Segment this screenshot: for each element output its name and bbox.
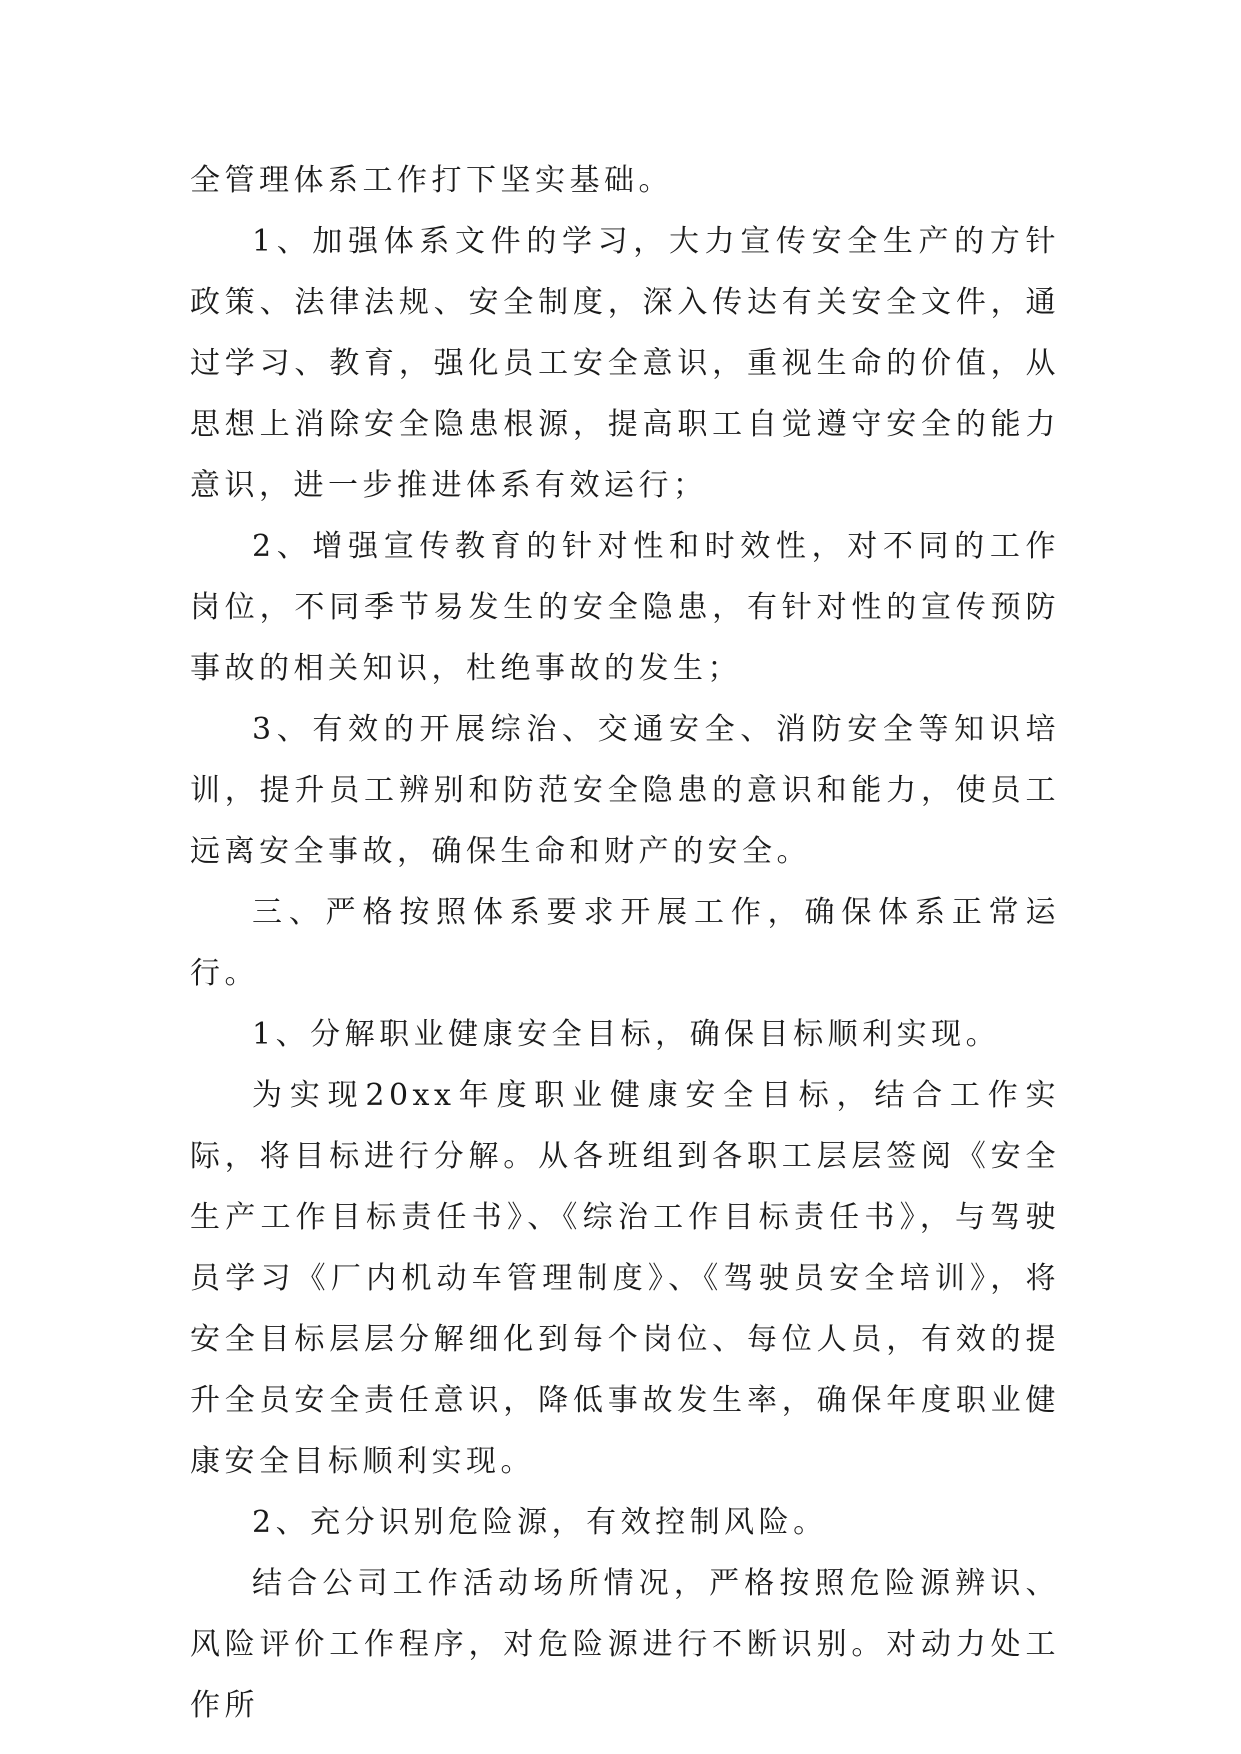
paragraph-item-3-training: 3、有效的开展综治、交通安全、消防安全等知识培训，提升员工辨别和防范安全隐患的意识和能力，使员工远离安全事故，确保生命和财产的安全。 (190, 712, 1060, 869)
subheading-1-targets: 1、分解职业健康安全目标，确保目标顺利实现。 (252, 1017, 1001, 1052)
paragraph-hazards-body: 结合公司工作活动场所情况，严格按照危险源辨识、风险评价工作程序，对危险源进行不断识别。对动力处工作所 (190, 1566, 1060, 1723)
paragraph-targets-body: 为实现20xx年度职业健康安全目标，结合工作实际，将目标进行分解。从各班组到各职工层层签阅《安全生产工作目标责任书》、《综治工作目标责任书》，与驾驶员学习《厂内机动车管理制度》、《驾驶员安全培训》，将安全目标层层分解细化到每个岗位、每位人员，有效的提升全员安全责任意识，降低事故发生率，确保年度职业健康安全目标顺利实现。 (190, 1078, 1060, 1479)
document-body (190, 150, 1060, 1736)
paragraph-item-1-study: 1、加强体系文件的学习，大力宣传安全生产的方针政策、法律法规、安全制度，深入传达有关安全文件，通过学习、教育，强化员工安全意识，重视生命的价值，从思想上消除安全隐患根源，提高职工自觉遵守安全的能力意识，进一步推进体系有效运行； (190, 224, 1060, 503)
subheading-2-hazards: 2、充分识别危险源，有效控制风险。 (252, 1505, 828, 1540)
paragraph-item-2-education: 2、增强宣传教育的针对性和时效性，对不同的工作岗位，不同季节易发生的安全隐患，有针对性的宣传预防事故的相关知识，杜绝事故的发生； (190, 529, 1060, 686)
paragraph-continuation: 全管理体系工作打下坚实基础。 (190, 163, 673, 198)
section-heading-three: 三、严格按照体系要求开展工作，确保体系正常运行。 (190, 895, 1060, 991)
